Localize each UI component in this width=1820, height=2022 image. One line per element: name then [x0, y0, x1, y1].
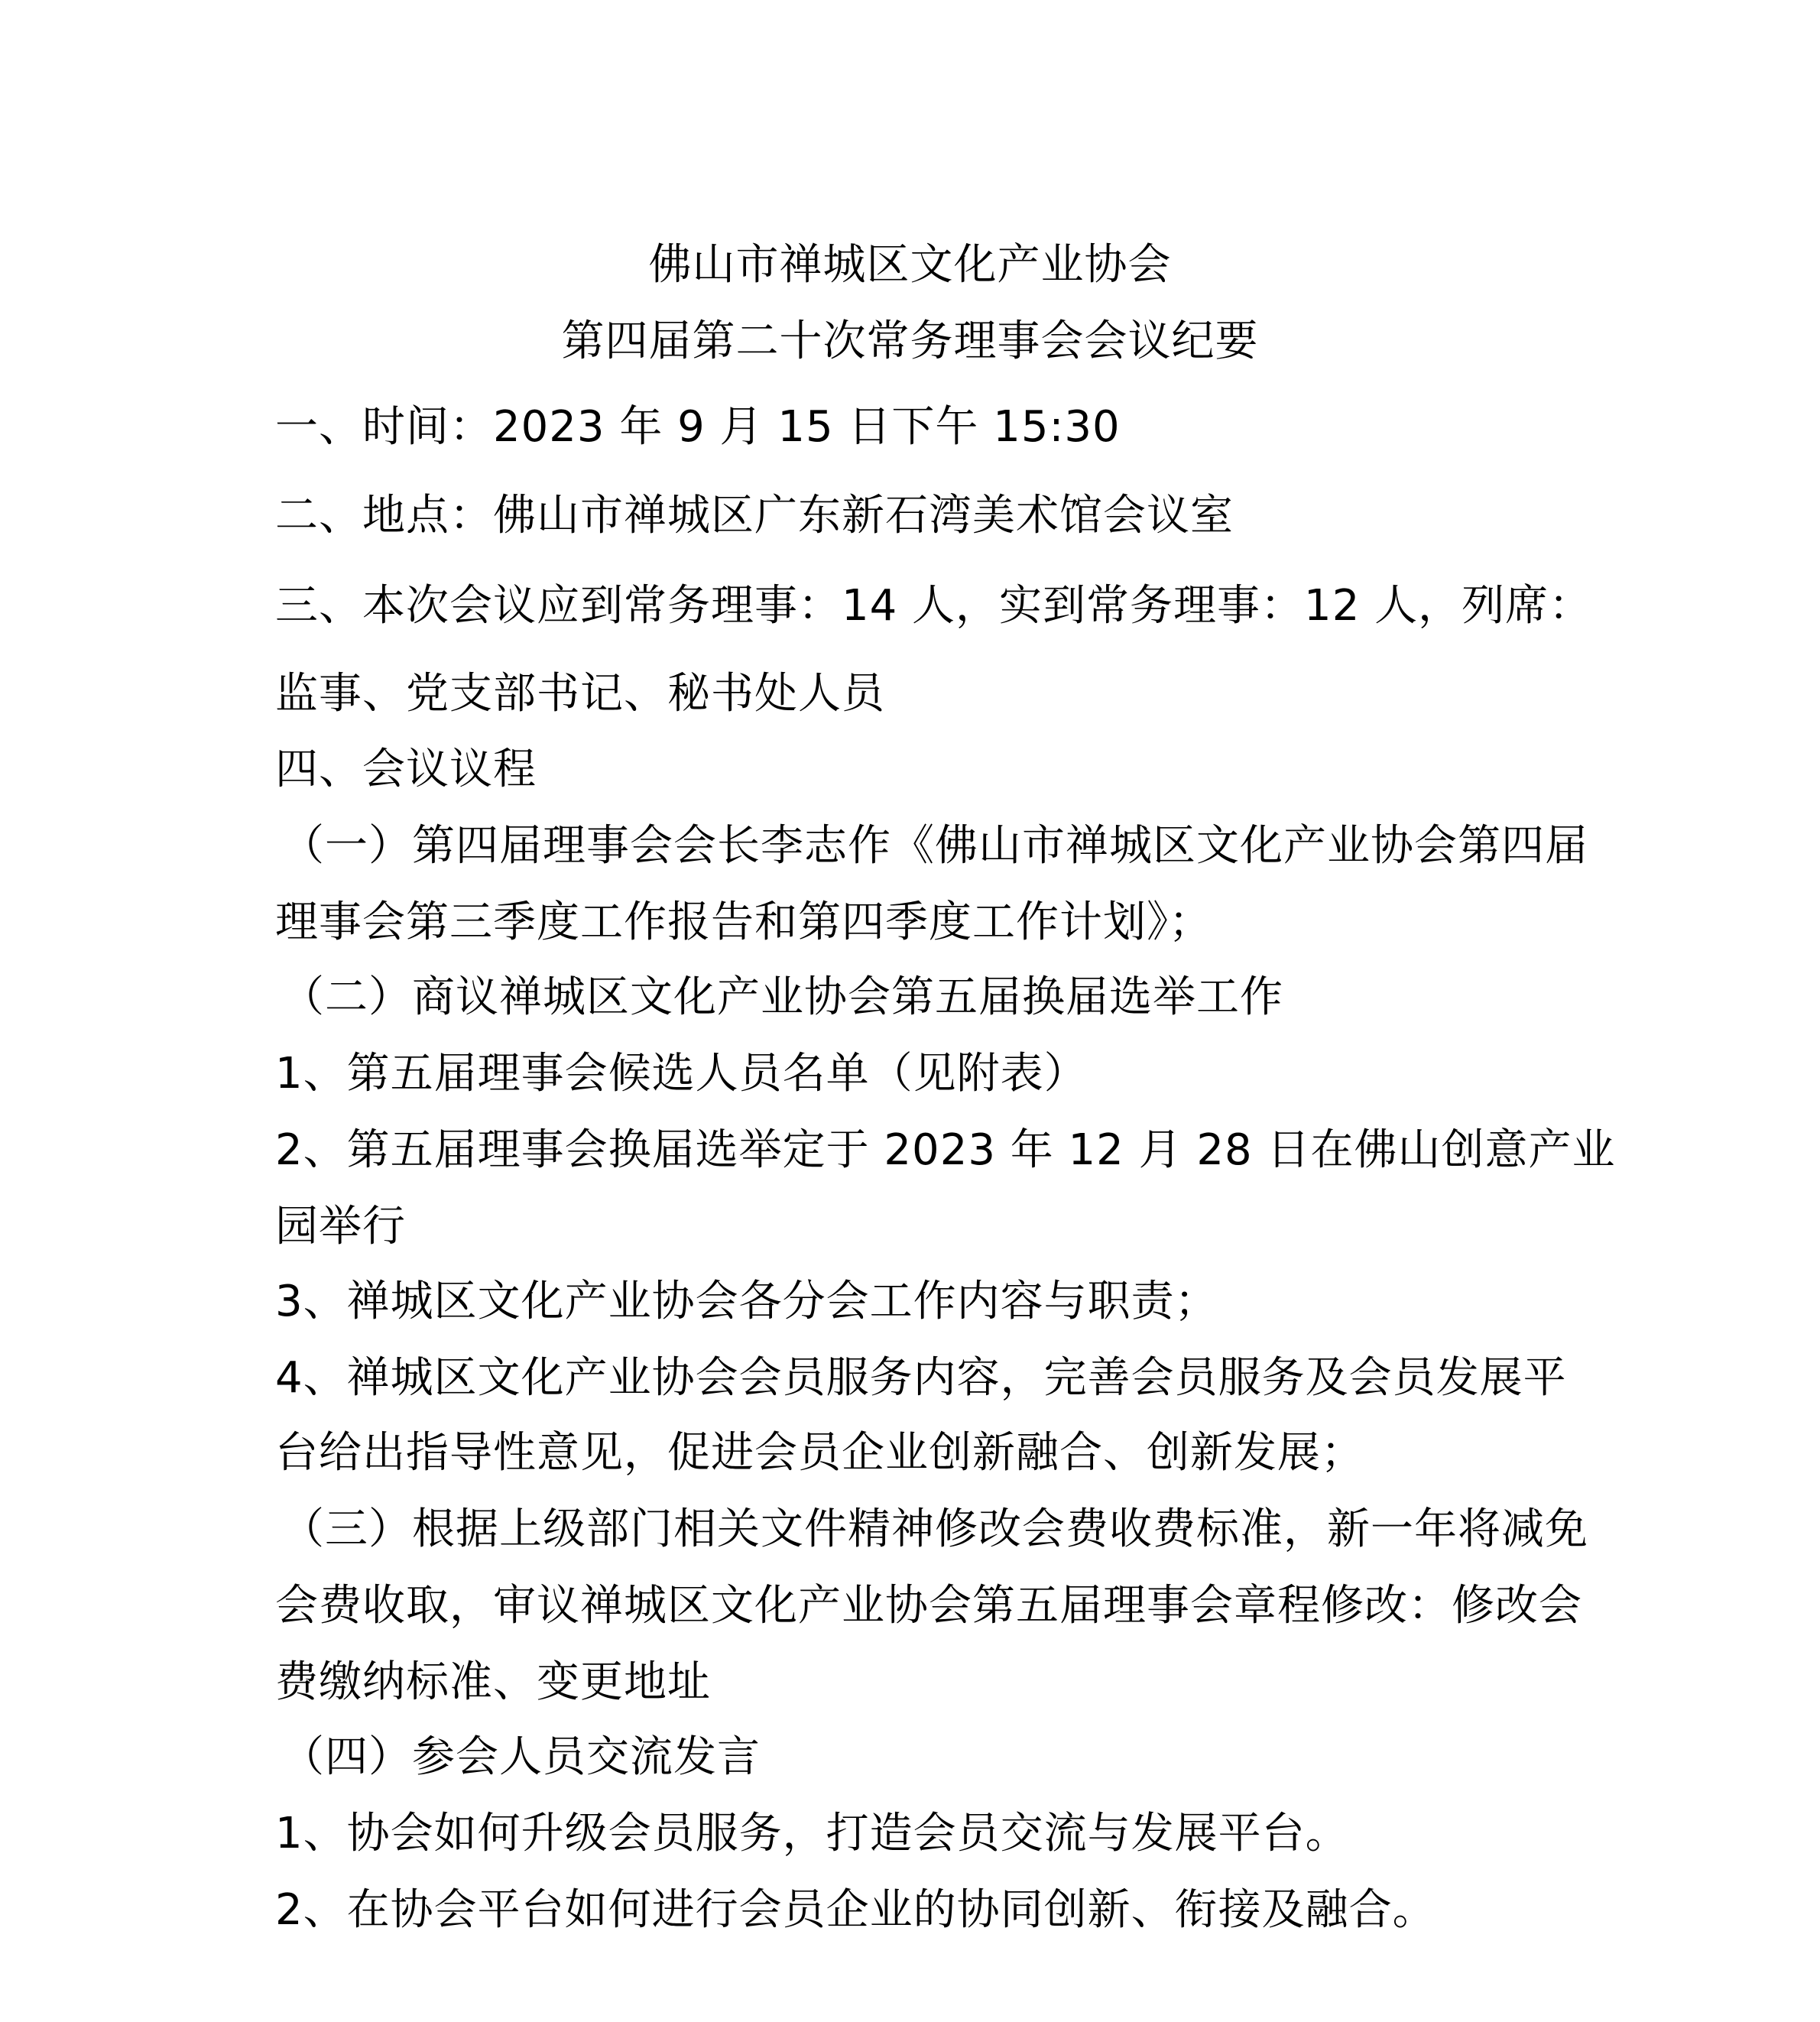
document-title-line-2: 第四届第二十次常务理事会会议纪要: [561, 316, 1259, 366]
location-line: 二、地点：佛山市禅城区广东新石湾美术馆会议室: [275, 491, 1234, 540]
agenda-item-3-continued-2: 费缴纳标准、变更地址: [275, 1657, 711, 1707]
agenda-heading: 四、会议议程: [275, 745, 537, 794]
agenda-item-2-point-2: 2、第五届理事会换届选举定于 2023 年 12 月 28 日在佛山创意产业: [275, 1125, 1616, 1175]
agenda-item-2: （二）商议禅城区文化产业协会第五届换届选举工作: [281, 972, 1283, 1022]
agenda-item-2-point-3: 3、禅城区文化产业协会各分会工作内容与职责；: [275, 1277, 1218, 1326]
agenda-item-1-continued: 理事会第三季度工作报告和第四季度工作计划》；: [275, 897, 1212, 947]
document-title-line-1: 佛山市禅城区文化产业协会: [648, 240, 1172, 290]
agenda-item-2-point-1: 1、第五届理事会候选人员名单（见附表）: [275, 1049, 1088, 1099]
time-line: 一、时间：2023 年 9 月 15 日下午 15:30: [275, 402, 1121, 452]
agenda-item-1: （一）第四届理事会会长李志作《佛山市禅城区文化产业协会第四届: [281, 821, 1588, 871]
agenda-item-4-point-1: 1、协会如何升级会员服务，打造会员交流与发展平台。: [275, 1809, 1349, 1858]
agenda-item-3: （三）根据上级部门相关文件精神修改会费收费标准，新一年将减免: [281, 1504, 1588, 1554]
attendance-line-continued: 监事、党支部书记、秘书处人员: [275, 669, 885, 719]
agenda-item-2-point-2-continued: 园举行: [275, 1202, 406, 1251]
agenda-item-3-continued-1: 会费收取，审议禅城区文化产业协会第五届理事会章程修改：修改会: [275, 1581, 1582, 1631]
agenda-item-4: （四）参会人员交流发言: [281, 1732, 761, 1782]
agenda-item-4-point-2: 2、在协会平台如何进行会员企业的协同创新、衔接及融合。: [275, 1885, 1436, 1935]
agenda-item-2-point-4: 4、禅城区文化产业协会会员服务内容，完善会员服务及会员发展平: [275, 1353, 1567, 1403]
attendance-line: 三、本次会议应到常务理事：14 人，实到常务理事：12 人，列席：: [275, 581, 1593, 631]
agenda-item-2-point-4-continued: 台给出指导性意见，促进会员企业创新融合、创新发展；: [275, 1428, 1364, 1478]
